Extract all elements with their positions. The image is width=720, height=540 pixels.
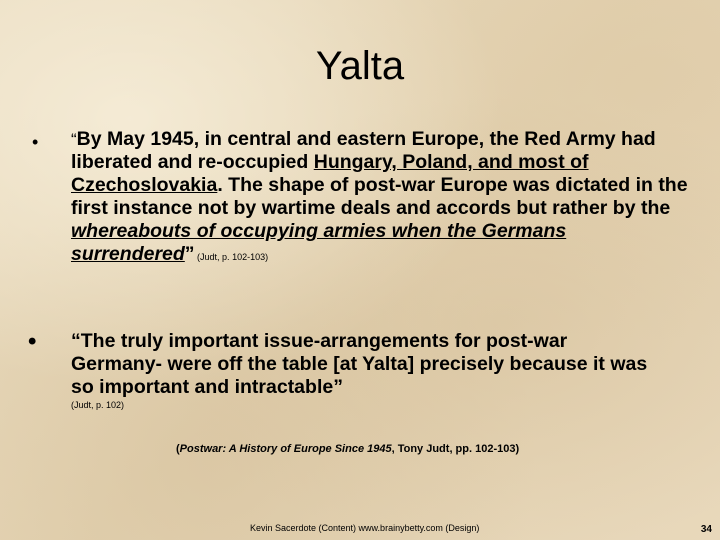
footer-credits: Kevin Sacerdote (Content) www.brainybetty.com (Design)	[250, 523, 480, 533]
bullet-quote-2: “The truly important issue-arrangements for post-war Germany- were off the table [at Yalta] precisely because it was so important and intractable”	[71, 330, 648, 398]
bullet-marker: •	[28, 328, 37, 355]
quote-text-part-2: . The shape of post-war Europe was dictated in the first instance not by wartime deals and accords but rather by the	[71, 174, 688, 219]
slide-title: Yalta	[315, 44, 405, 88]
underlined-countries: Hungary, Poland, and most of Czechoslovakia	[71, 151, 589, 196]
citation-1: (Judt, p. 102-103)	[194, 252, 269, 262]
source-rest: , Tony Judt, pp. 102-103)	[391, 443, 520, 455]
bullet-marker: •	[32, 132, 39, 152]
page-number: 34	[700, 524, 712, 535]
source-open: (	[176, 443, 180, 455]
citation-2: (Judt, p. 102)	[71, 400, 125, 410]
source-citation	[176, 443, 519, 455]
open-quote: “	[71, 130, 77, 149]
close-quote: ”	[184, 243, 195, 265]
underlined-italic-phrase: whereabouts of occupying armies when the Germans surrendered	[71, 220, 567, 265]
quote-text-part-1: By May 1945, in central and eastern Europe, the Red Army had liberated and re-occupied	[71, 128, 656, 173]
bullet-quote-1	[71, 128, 691, 269]
book-title: Postwar: A History of Europe Since 1945	[179, 443, 392, 455]
